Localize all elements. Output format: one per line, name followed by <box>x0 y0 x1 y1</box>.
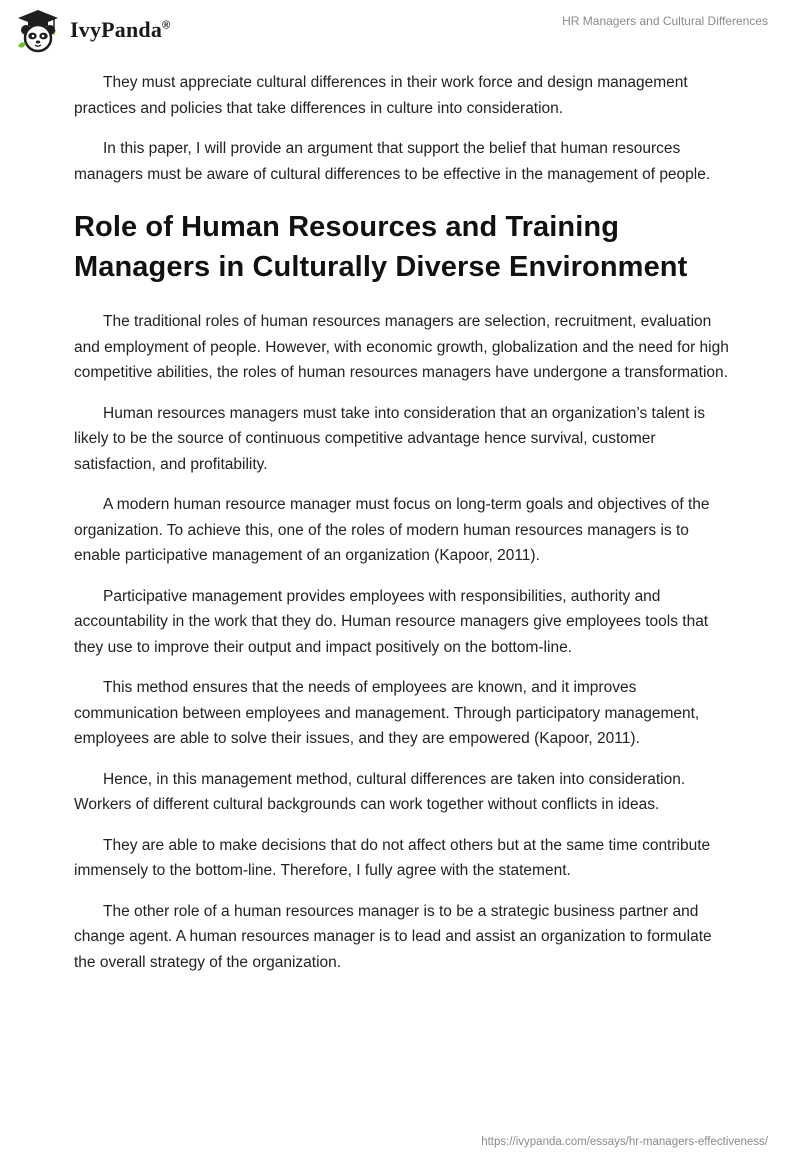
paragraph: This method ensures that the needs of employees are known, and it improves communication between employees and management. Through participatory management, employees are able to solve their issues, and they are empowered (Kapoor, 2011). <box>74 679 700 747</box>
paragraph: A modern human resource manager must focus on long-term goals and objectives of the organization. To achieve this, one of the roles of modern human resources managers is to enable participative management of an organization (Kapoor, 2011). <box>74 496 710 564</box>
page-header <box>0 0 800 64</box>
document-title: HR Managers and Cultural Differences <box>562 14 768 28</box>
paragraph: They must appreciate cultural differences in their work force and design management practices and policies that take differences in culture into consideration. <box>74 74 688 117</box>
paragraph: Hence, in this management method, cultural differences are taken into consideration. Workers of different cultural backgrounds can work together without conflicts in ideas. <box>74 770 686 813</box>
brand-logo[interactable] <box>14 6 170 54</box>
paragraph: They are able to make decisions that do not affect others but at the same time contribute immensely to the bottom-line. Therefore, I fully agree with the statement. <box>74 836 711 879</box>
paragraph: Human resources managers must take into consideration that an organization’s talent is likely to be the source of continuous competitive advantage hence survival, customer satisfaction, and profitability. <box>74 404 705 473</box>
panda-graduate-icon <box>14 6 62 54</box>
paragraph: In this paper, I will provide an argument that support the belief that human resources managers must be aware of cultural differences to be effective in the management of people. <box>74 140 711 183</box>
brand-name: IvyPanda® <box>70 17 171 42</box>
article-body <box>74 70 734 990</box>
paragraph: Participative management provides employees with responsibilities, authority and accountability in the work that they do. Human resource managers give employees tools that they use to improve their output and impact positively on the bottom-line. <box>74 587 709 656</box>
paragraph: The traditional roles of human resources managers are selection, recruitment, evaluation and employment of people. However, with economic growth, globalization and the need for high competitive abilities, the roles of human resources managers have undergone a transformation. <box>74 313 729 381</box>
paragraph: The other role of a human resources manager is to be a strategic business partner and change agent. A human resources manager is to lead and assist an organization to formulate the overall strategy of the organization. <box>74 902 712 971</box>
source-url[interactable]: https://ivypanda.com/essays/hr-managers-effectiveness/ <box>481 1136 768 1148</box>
section-heading: Role of Human Resources and Training Managers in Culturally Diverse Environment <box>74 211 688 283</box>
